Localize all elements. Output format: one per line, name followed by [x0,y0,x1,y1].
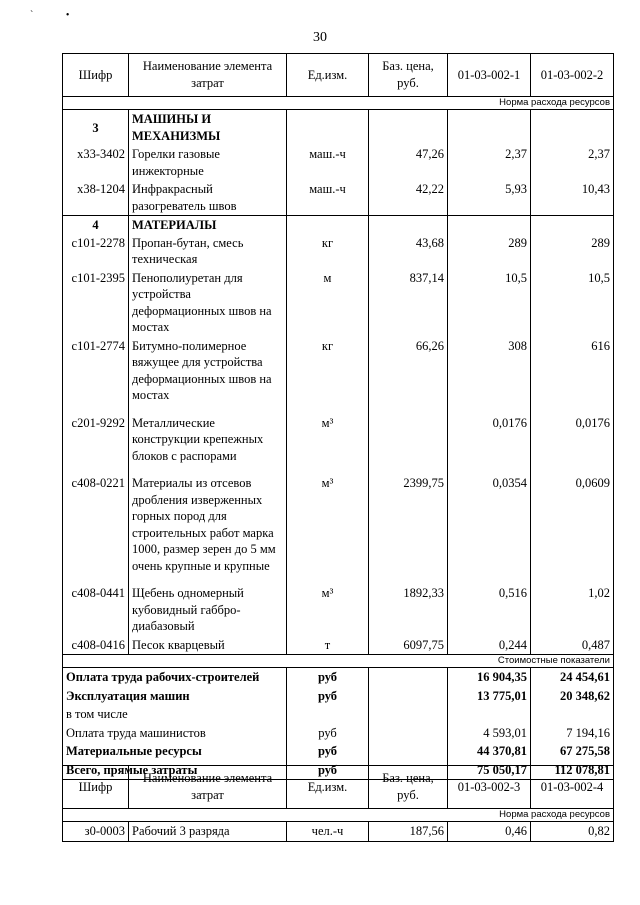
row-code: з0-0003 [63,822,129,842]
row-value-2: 10,43 [531,180,614,216]
row-name: Горелки газовые инжекторные [129,145,287,180]
row-price: 43,68 [369,234,448,269]
row-name: Пропан-бутан, смесь техническая [129,234,287,269]
row-code: с101-2774 [63,337,129,405]
row-unit: маш.-ч [287,180,369,216]
row-value-2: 289 [531,234,614,269]
section-row [63,110,614,146]
row-value-1: 5,93 [448,180,531,216]
header-code: Шифр [63,766,129,809]
header-price: Баз. цена, руб. [369,54,448,97]
row-unit: м³ [287,575,369,636]
table-row [63,575,614,636]
table-row [63,337,614,405]
summary-value-2 [531,705,614,724]
row-price: 47,26 [369,145,448,180]
header-code: Шифр [63,54,129,97]
summary-unit: руб [287,668,369,687]
summary-name: Оплата труда машинистов [63,724,287,743]
summary-value-1: 13 775,01 [448,687,531,706]
summary-value-1: 75 050,17 [448,761,531,780]
summary-value-2: 7 194,16 [531,724,614,743]
summary-value-1 [448,705,531,724]
row-price: 6097,75 [369,636,448,655]
row-name: Рабочий 3 разряда [129,822,287,842]
summary-unit: руб [287,761,369,780]
row-value-1: 0,46 [448,822,531,842]
row-price: 2399,75 [369,465,448,575]
summary-name: Эксплуатация машин [63,687,287,706]
row-value-1: 0,244 [448,636,531,655]
summary-unit [287,705,369,724]
row-value-1: 0,0354 [448,465,531,575]
summary-name: Оплата труда рабочих-строителей [63,668,287,687]
row-value-1: 2,37 [448,145,531,180]
summary-row [63,705,614,724]
header-unit: Ед.изм. [287,766,369,809]
row-code: х38-1204 [63,180,129,216]
row-name: Песок кварцевый [129,636,287,655]
row-value-2: 616 [531,337,614,405]
table-header-row [63,54,614,97]
summary-row [63,668,614,687]
norm-label: Норма расхода ресурсов [63,97,614,110]
summary-name: Материальные ресурсы [63,742,287,761]
row-value-1: 0,516 [448,575,531,636]
row-code: с101-2278 [63,234,129,269]
table-row [63,269,614,337]
header-name: Наименование элемента затрат [129,766,287,809]
summary-row [63,742,614,761]
scan-marks [30,10,99,21]
section-title: МАТЕРИАЛЫ [129,216,287,234]
table-row [63,180,614,216]
cost-label: Стоимостные показатели [63,655,614,668]
row-value-2: 0,0609 [531,465,614,575]
table-row [63,465,614,575]
header-col-2: 01-03-002-2 [531,54,614,97]
cost-label-row [63,655,614,668]
row-unit: кг [287,234,369,269]
row-value-1: 308 [448,337,531,405]
header-col-1: 01-03-002-3 [448,766,531,809]
section-title: МАШИНЫ И МЕХАНИЗМЫ [129,110,287,146]
resource-table-2 [62,765,614,842]
summary-row [63,724,614,743]
scan-mark: • [65,10,70,21]
row-name: Битумно-полимерное вяжущее для устройства деформационных швов на мостах [129,337,287,405]
row-code: с201-9292 [63,405,129,466]
table-row [63,636,614,655]
row-name: Металлические конструкции крепежных блоков с распорами [129,405,287,466]
summary-value-2: 24 454,61 [531,668,614,687]
summary-value-1: 16 904,35 [448,668,531,687]
page-number: 30 [313,30,327,45]
row-code: с408-0416 [63,636,129,655]
row-name: Инфракрасный разогреватель швов [129,180,287,216]
row-value-1: 289 [448,234,531,269]
row-name: Пенополиуретан для устройства деформационных швов на мостах [129,269,287,337]
row-price [369,405,448,466]
header-col-2: 01-03-002-4 [531,766,614,809]
summary-name: в том числе [63,705,287,724]
section-number: 4 [63,216,129,234]
row-unit: т [287,636,369,655]
row-unit: м³ [287,405,369,466]
row-unit: маш.-ч [287,145,369,180]
row-price: 66,26 [369,337,448,405]
row-price: 187,56 [369,822,448,842]
row-code: с101-2395 [63,269,129,337]
row-unit: кг [287,337,369,405]
summary-value-2: 112 078,81 [531,761,614,780]
header-name: Наименование элемента затрат [129,54,287,97]
row-price: 837,14 [369,269,448,337]
row-unit: м [287,269,369,337]
row-value-1: 10,5 [448,269,531,337]
header-price: Баз. цена, руб. [369,766,448,809]
row-price: 42,22 [369,180,448,216]
header-col-1: 01-03-002-1 [448,54,531,97]
row-value-2: 10,5 [531,269,614,337]
section-row [63,216,614,234]
table-row [63,822,614,842]
summary-value-1: 44 370,81 [448,742,531,761]
row-unit: м³ [287,465,369,575]
summary-unit: руб [287,724,369,743]
row-value-2: 0,487 [531,636,614,655]
scan-mark: ` [30,10,34,21]
row-code: с408-0221 [63,465,129,575]
row-name: Материалы из отсевов дробления изверженных горных пород для строительных работ марка 1000, размер зерен до 5 мм очень крупные и крупные [129,465,287,575]
resource-table-1 [62,53,614,780]
row-unit: чел.-ч [287,822,369,842]
summary-value-2: 20 348,62 [531,687,614,706]
summary-row [63,687,614,706]
row-code: с408-0441 [63,575,129,636]
row-value-2: 0,82 [531,822,614,842]
row-value-2: 1,02 [531,575,614,636]
norm-label: Норма расхода ресурсов [63,809,614,822]
row-name: Щебень одномерный кубовидный габбро-диабазовый [129,575,287,636]
norm-label-row [63,809,614,822]
norm-label-row [63,97,614,110]
summary-value-1: 4 593,01 [448,724,531,743]
section-number: 3 [63,110,129,146]
summary-unit: руб [287,742,369,761]
row-code: х33-3402 [63,145,129,180]
table-header-row [63,766,614,809]
row-value-2: 0,0176 [531,405,614,466]
row-value-2: 2,37 [531,145,614,180]
summary-unit: руб [287,687,369,706]
summary-value-2: 67 275,58 [531,742,614,761]
row-price: 1892,33 [369,575,448,636]
header-unit: Ед.изм. [287,54,369,97]
table-row [63,145,614,180]
table-row [63,405,614,466]
summary-name: Всего, прямые затраты [63,761,287,780]
table-row [63,234,614,269]
row-value-1: 0,0176 [448,405,531,466]
